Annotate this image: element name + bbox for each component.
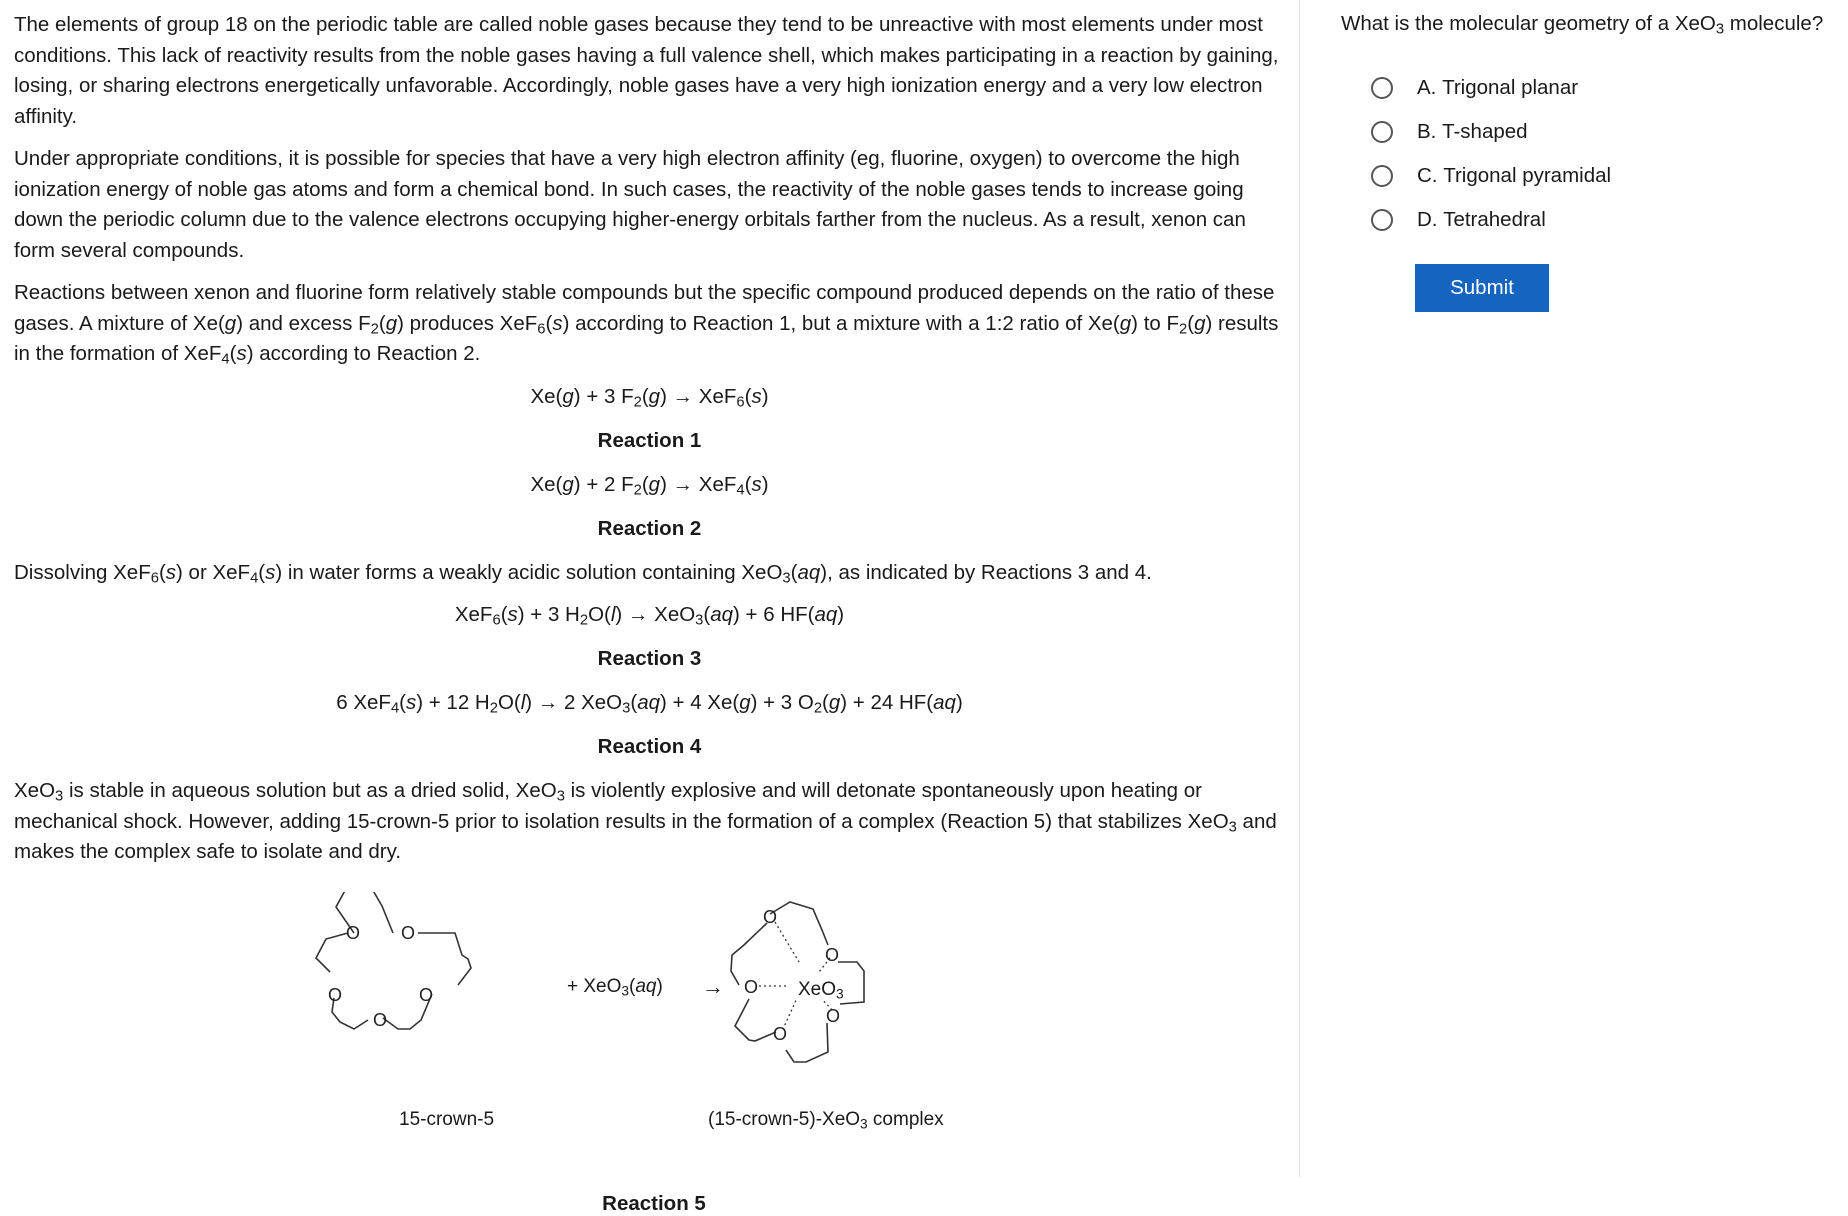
choice-c[interactable] (1371, 154, 1848, 198)
dative-bonds (759, 922, 834, 1029)
crown-ether-diagram (14, 892, 1294, 1157)
choice-letter: D. (1417, 208, 1438, 231)
choice-letter: B. (1417, 120, 1437, 143)
passage-paragraph-1: The elements of group 18 on the periodic table are called noble gases because they tend to be unreactive with most elements under most conditions. This lack of reactivity results from the noble gases having a full valence shell, which makes participating in a reaction by gaining, losing, or sharing electrons energetically unfavorable. Accordingly, noble gases have a very high ionization energy and a very low electron affinity. (14, 13, 1279, 128)
reaction-arrow: → (702, 973, 724, 999)
radio-icon[interactable] (1371, 77, 1393, 99)
reaction-5-scheme (14, 892, 1294, 1215)
oxygen-atom: O (418, 984, 434, 1005)
complex-label: (15-crown-5)-XeO$_3$ complex (708, 1108, 944, 1131)
choice-a[interactable] (1371, 66, 1848, 110)
oxygen-atom: O (743, 976, 759, 997)
equation-4: 6 XeF$_4$(s) + 12 $H_2O(l) \to 2$ XeO$_3$(aq) + 4 Xe(g) + 3 $O_2(g) + 24$ HF(aq) (336, 691, 963, 717)
oxygen-atom: O (772, 1023, 788, 1044)
choice-text: Trigonal pyramidal (1443, 164, 1612, 187)
passage-paragraph-2: Under appropriate conditions, it is possible for species that have a very high electron affinity (eg, fluorine, oxygen) to overcome the high ionization energy of noble gas atoms and form a chemical bond. In such cases, the reactivity of the noble gases tends to increase going down the periodic column due to the valence electrons occupying higher-energy orbitals farther from the nucleus. As a result, xenon can form several compounds. (14, 147, 1246, 262)
radio-icon[interactable] (1371, 121, 1393, 143)
oxygen-atom: O (372, 1009, 388, 1030)
reaction-2-label: Reaction 2 (597, 516, 702, 540)
choice-text: T-shaped (1442, 120, 1528, 143)
radio-icon[interactable] (1371, 209, 1393, 231)
question-text: What is the molecular geometry of a XeO$_3$ molecule? (1341, 12, 1824, 38)
reaction-5-label: Reaction 5 (602, 1191, 706, 1215)
oxygen-atom: O (825, 1005, 841, 1026)
xeo3-center: XeO$_3$ (798, 978, 844, 1001)
oxygen-atom: O (327, 984, 343, 1005)
oxygen-atom: O (762, 906, 778, 927)
choice-d[interactable] (1371, 198, 1848, 242)
xeo3-reagent: + XeO$_3$(aq) (567, 975, 663, 998)
oxygen-atom: O (824, 944, 840, 965)
reaction-1-label: Reaction 1 (597, 428, 702, 452)
choice-text: Trigonal planar (1442, 76, 1579, 99)
equation-1: Xe(g) + 3 $F_2(g) \to XeF_6(s)$ (530, 384, 769, 411)
oxygen-atom: O (400, 922, 416, 943)
choice-letter: C. (1417, 164, 1438, 187)
passage-paragraph-3: Reactions between xenon and fluorine form relatively stable compounds but the specific compound produced depends on the ratio of these gases. A mixture of Xe(g) and excess $F_2(g)$ produces XeF$_6$(s) according to Reaction 1, but a mixture with a 1:2 ratio of Xe(g) to $F_2(g)$ results in the formation of XeF$_4$(s) according to Reaction 2. (14, 281, 1279, 368)
passage-paragraph-4: Dissolving XeF$_6$(s) or XeF$_4$(s) in water forms a weakly acidic solution containing XeO$_3$(aq), as indicated by Reactions 3 and 4. (14, 560, 1152, 587)
crown-ether-label: 15-crown-5 (399, 1108, 495, 1130)
equation-3: XeF$_6$(s) + 3 $H_2O(l) \to XeO_3(aq) + 6$ HF(aq) (454, 603, 845, 629)
reaction-3-label: Reaction 3 (597, 647, 702, 670)
choice-text: Tetrahedral (1443, 208, 1546, 231)
oxygen-atom: O (345, 922, 361, 943)
equation-2: Xe(g) + 2 $F_2(g) \to XeF_4(s)$ (530, 472, 769, 499)
question-panel (1301, 0, 1848, 1177)
submit-button[interactable]: Submit (1415, 264, 1549, 312)
answer-choices (1341, 66, 1848, 242)
reaction-4-label: Reaction 4 (597, 735, 702, 758)
choice-letter: A. (1417, 76, 1437, 99)
passage-paragraph-5: XeO$_3$ is stable in aqueous solution but as a dried solid, XeO$_3$ is violently explosive and will detonate spontaneously upon heating or mechanical shock. However, adding 15-crown-5 prior to isolation results in the formation of a complex (Reaction 5) that stabilizes XeO$_3$ and makes the complex safe to isolate and dry. (14, 779, 1277, 863)
choice-b[interactable] (1371, 110, 1848, 154)
radio-icon[interactable] (1371, 165, 1393, 187)
